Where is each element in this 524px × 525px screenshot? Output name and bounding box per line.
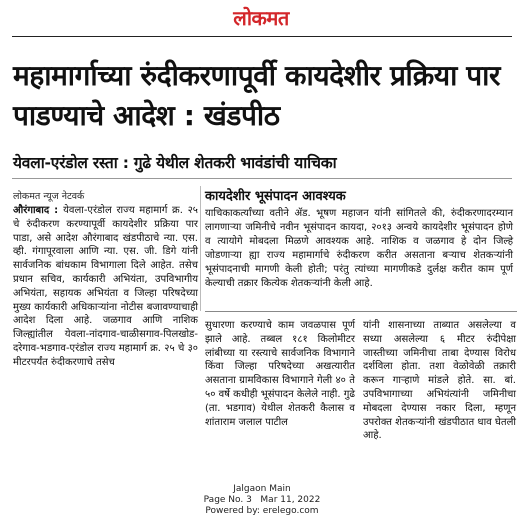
dateline: औरंगाबाद :	[13, 205, 64, 216]
byline: लोकमत न्यूज नेटवर्क	[13, 191, 85, 202]
headline: महामार्गाच्या रुंदीकरणापूर्वी कायदेशीर प्रक्रिया पार पाडण्याचे आदेश : खंडपीठ	[13, 59, 501, 132]
box-divider	[205, 311, 517, 312]
column-1-text: येवला-एरंडोल राज्य महामार्ग क्र. २५ चे रुंदीकरण करण्यापूर्वी कायदेशीर प्रक्रिया पार पाडा, असे आदेश औरंगाबाद खंडपीठाचे न्या. एस. व्ही. गंगापूरवाला आणि न्या. एस. जी. डिगे यांनी सार्वजनिक बांधकाम विभागाला दिले आहेत. तसेच प्रधान सचिव, कार्यकारी अभियंता, उपविभागीय अभियंता, सहायक अभियंता व जिल्हा परिषदेच्या मुख्य कार्यकारी अधिकाऱ्यांना नोटीस बजावण्याचाही आदेश दिला आहे. जळगाव आणि नाशिक जिल्ह्यांतील येवला-नांदगाव-चाळीसगाव-पिलखोड-दरेगाव-भडगाव-एरंडोल राज्य महामार्ग क्र. २५ चे ३० मीटरपर्यंत रुंदीकरणाचे तसेच	[13, 205, 198, 368]
footer-page-date: Page No. 3 Mar 11, 2022	[203, 495, 321, 505]
footer-edition: Jalgaon Main	[233, 484, 291, 494]
article-column-1	[13, 204, 198, 370]
column-divider	[200, 186, 201, 311]
footer-powered-by: Powered by: erelego.com	[205, 506, 319, 516]
lokmat-logo: लोकमत	[233, 6, 289, 30]
box-paragraph: याचिकाकर्त्यांच्या वतीने ॲड. भूषण महाजन यांनी सांगितले की, रुंदीकरणादरम्यान लागणाऱ्या जमिनीचे नवीन भूसंपादन कायदा, २०१३ अन्वये कायदेशीर भूसंपादन होणे व त्यायोगे मोबदला मिळणे आवश्यक आहे. नाशिक व जळगाव हे दोन जिल्हे जोडणाऱ्या ह्या राज्य महामार्गाचे रुंदीकरण करीत असताना बऱ्याच शेतकऱ्यांनी भूसंपादनाची मागणी केली होती; परंतु त्यांच्या मागणीकडे दुर्लक्ष करीत काम पूर्ण केल्याची तक्रार कित्येक शेतकऱ्यांनी केली आहे.	[205, 208, 513, 289]
subheadline-rule	[12, 178, 512, 179]
box-heading: कायदेशीर भूसंपादन आवश्यक	[205, 189, 346, 204]
article-column-2: सुधारणा करण्याचे काम जवळपास पूर्ण झाले आहे. तब्बल १८१ किलोमीटर लांबीच्या या रस्त्याचे सार्वजनिक विभागाने किंवा जिल्हा परिषदेच्या अखत्यारीत असताना ग्रामविकास विभागाने गेली ४० ते ५० वर्षे कधीही भूसंपादन केलेले नाही. गुढे (ता. भडगाव) येथील शेतकरी कैलास व शांताराम जलाल पाटील	[205, 320, 355, 428]
article-column-3: यांनी शासनाच्या ताब्यात असलेल्या व सध्या असलेल्या ६ मीटर रुंदीपेक्षा जास्तीच्या जमिनीचा ताबा देण्यास विरोध दर्शविला होता. तशा वेळोवेळी तक्रारी करून गाऱ्हाणे मांडले होते. सा. बां. उपविभागाच्या अभियंत्यांनी जमिनीचा मोबदला देण्यास नकार दिला, म्हणून उपरोक्त शेतकऱ्यांनी खंडपीठात धाव घेतली आहे.	[363, 320, 516, 442]
subheadline: येवला-एरंडोल रस्ता : गुढे येथील शेतकरी भावंडांची याचिका	[13, 154, 337, 172]
masthead-rule	[12, 36, 512, 37]
